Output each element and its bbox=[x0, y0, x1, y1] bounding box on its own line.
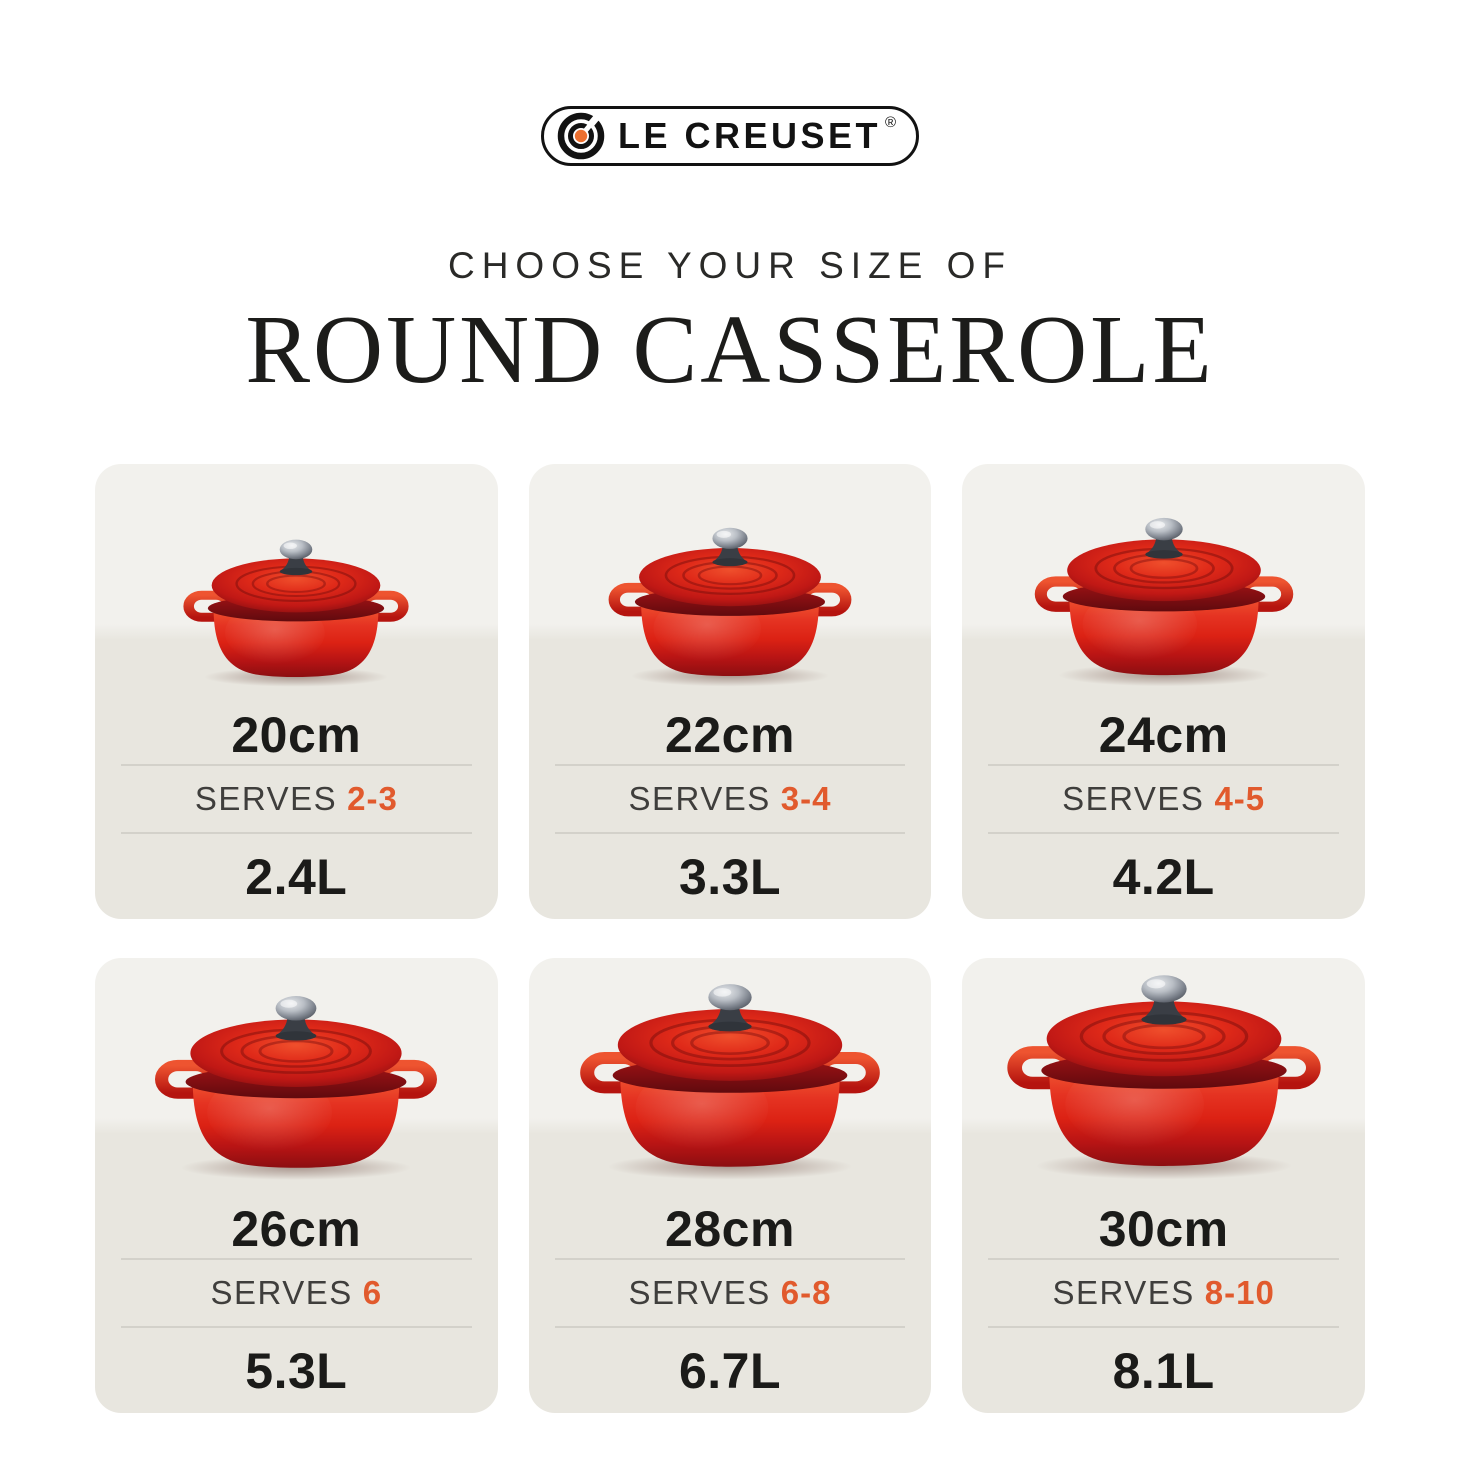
serves-label: SERVES bbox=[628, 780, 771, 818]
serves-label: SERVES bbox=[210, 1274, 353, 1312]
casserole-pot-image bbox=[606, 526, 854, 690]
page-title: ROUND CASSEROLE bbox=[245, 296, 1215, 404]
volume-label: 5.3L bbox=[245, 1342, 348, 1399]
serves-value: 8-10 bbox=[1204, 1274, 1275, 1312]
size-card-24cm bbox=[962, 464, 1365, 919]
size-label: 24cm bbox=[1098, 707, 1229, 764]
casserole-pot-image bbox=[152, 994, 440, 1184]
serves-label: SERVES bbox=[194, 780, 338, 818]
pot-area bbox=[95, 958, 498, 1200]
size-cards-grid bbox=[0, 464, 1460, 1413]
volume-label: 2.4L bbox=[245, 848, 348, 905]
size-card-20cm bbox=[95, 464, 498, 919]
size-label: 28cm bbox=[665, 1201, 795, 1258]
casserole-pot-image bbox=[181, 538, 411, 690]
volume-label: 4.2L bbox=[1112, 848, 1215, 905]
size-label: 20cm bbox=[231, 707, 362, 764]
serves-value: 6 bbox=[362, 1274, 383, 1312]
serves-label: SERVES bbox=[1052, 1274, 1195, 1312]
casserole-pot-image bbox=[1004, 973, 1324, 1184]
size-card-22cm bbox=[529, 464, 932, 919]
pot-area bbox=[529, 958, 932, 1200]
serves-value: 6-8 bbox=[780, 1274, 832, 1312]
casserole-pot-image bbox=[1032, 516, 1296, 690]
size-card-28cm bbox=[529, 958, 932, 1413]
volume-label: 8.1L bbox=[1112, 1342, 1215, 1399]
serves-value: 3-4 bbox=[780, 780, 832, 818]
volume-label: 6.7L bbox=[678, 1342, 782, 1399]
volume-label: 3.3L bbox=[678, 848, 782, 905]
brand-logo-pill bbox=[541, 106, 919, 166]
pot-area bbox=[962, 464, 1365, 706]
serves-label: SERVES bbox=[1062, 780, 1205, 818]
eyebrow-text: CHOOSE YOUR SIZE OF bbox=[447, 245, 1013, 286]
casserole-pot-image bbox=[577, 982, 883, 1184]
size-label: 26cm bbox=[231, 1201, 362, 1258]
pot-area bbox=[95, 464, 498, 706]
pot-area bbox=[529, 464, 932, 706]
brand-logo bbox=[0, 106, 1460, 166]
size-card-30cm bbox=[962, 958, 1365, 1413]
serves-value: 2-3 bbox=[347, 780, 398, 818]
size-card-26cm bbox=[95, 958, 498, 1413]
size-label: 30cm bbox=[1098, 1201, 1229, 1258]
pot-area bbox=[962, 958, 1365, 1200]
brand-mark-icon bbox=[557, 112, 605, 160]
size-label: 22cm bbox=[665, 707, 795, 764]
serves-label: SERVES bbox=[628, 1274, 771, 1312]
serves-value: 4-5 bbox=[1214, 780, 1266, 818]
brand-name: LE CREUSET bbox=[617, 115, 881, 156]
trademark-symbol: ® bbox=[884, 114, 897, 131]
